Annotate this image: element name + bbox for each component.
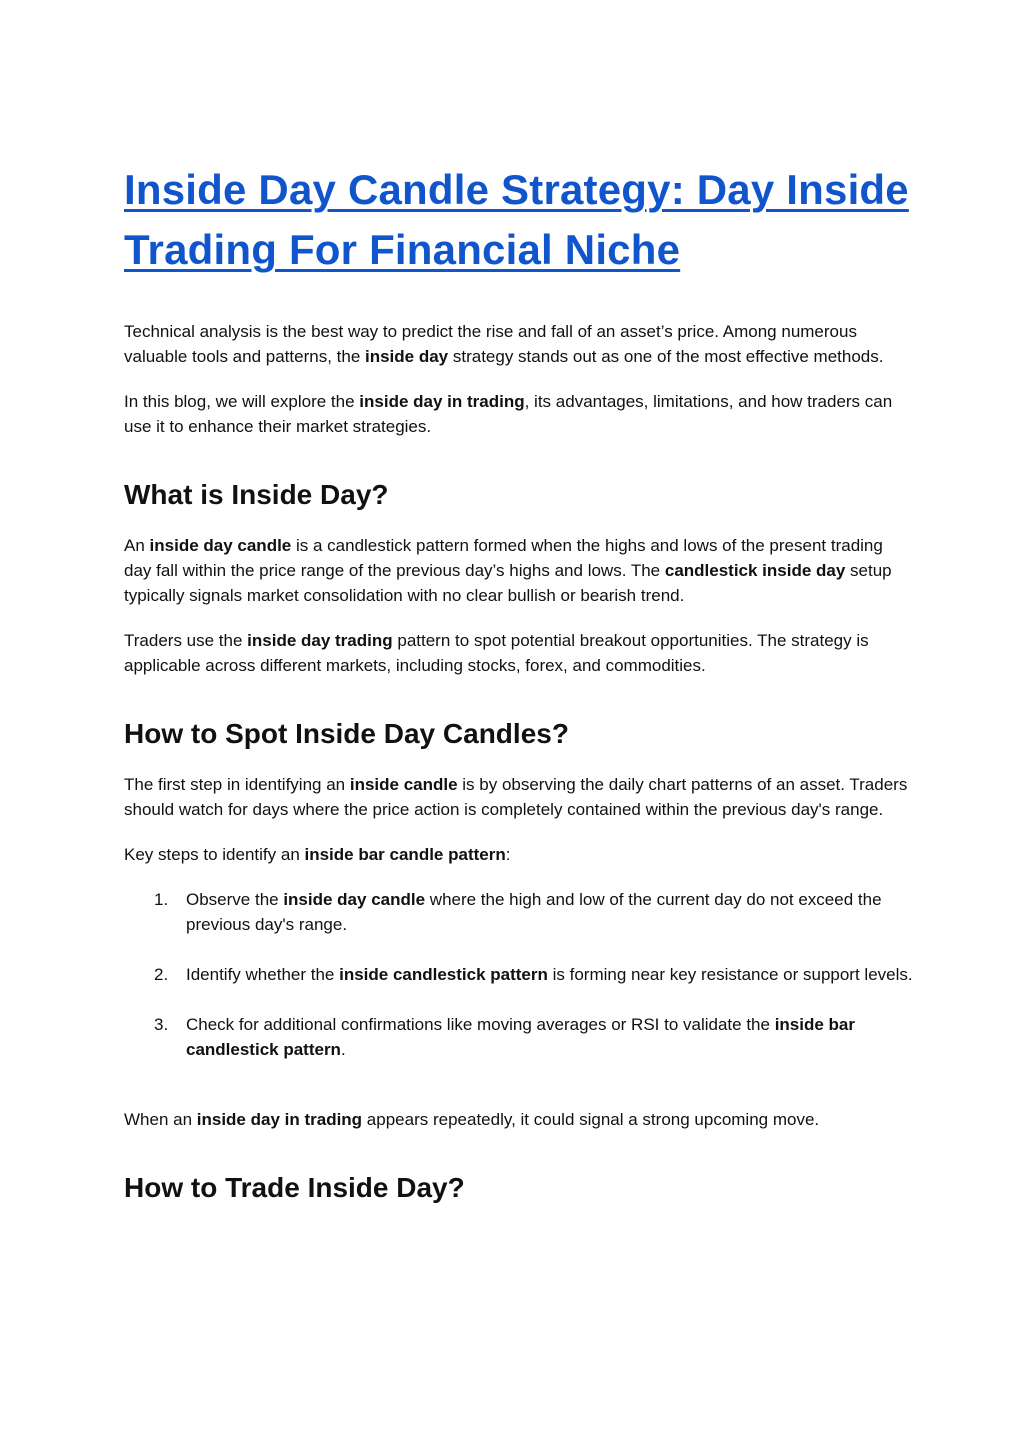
text-span: , its advantages, limitations, and how traders can use it to enhance their market strategies.	[124, 392, 893, 436]
bold-keyword: inside bar candle pattern	[304, 845, 506, 864]
bold-keyword: inside day in trading	[359, 392, 525, 411]
text-span: Observe the	[186, 890, 284, 909]
bold-keyword: inside day	[365, 347, 449, 366]
section-heading-what-is-inside-day: What is Inside Day?	[124, 479, 389, 510]
text-span: Technical analysis is the best way to predict the rise and fall of an asset’s price. Among numerous valuable tools and patterns, the	[124, 322, 857, 366]
text-span: The first step in identifying an	[124, 775, 350, 794]
text-span: Check for additional confirmations like moving averages or RSI to validate the	[186, 1015, 775, 1034]
section2-paragraph-1	[124, 772, 914, 822]
bold-keyword: inside bar candlestick pattern	[186, 1015, 855, 1059]
text-span: Traders use the	[124, 631, 248, 650]
list-number: 3.	[154, 1015, 169, 1034]
section2-paragraph-2	[124, 842, 914, 867]
title-link[interactable]: Inside Day Candle Strategy: Day Inside Trading For Financial Niche	[124, 166, 909, 273]
text-span: where the high and low of the current day do not exceed the previous day's range.	[186, 890, 882, 934]
text-span: .	[340, 1040, 346, 1059]
text-span: In this blog, we will explore the	[124, 392, 360, 411]
text-span: is forming near key resistance or support levels.	[547, 965, 913, 984]
section-heading-how-to-trade: How to Trade Inside Day?	[124, 1172, 465, 1203]
list-item	[124, 887, 914, 937]
section2-paragraph-3	[124, 1107, 914, 1132]
bold-keyword: inside day trading	[247, 631, 393, 650]
page-title	[124, 160, 914, 280]
text-span: When an	[124, 1110, 197, 1129]
intro-paragraph-1	[124, 319, 914, 369]
text-span: strategy stands out as one of the most effective methods.	[448, 347, 884, 366]
text-span: pattern to spot potential breakout opportunities. The strategy is applicable across different markets, including stocks, forex, and commodities.	[124, 631, 869, 675]
text-span: Key steps to identify an	[124, 845, 305, 864]
list-item	[124, 1012, 914, 1062]
text-span: appears repeatedly, it could signal a strong upcoming move.	[362, 1110, 820, 1129]
section-heading-how-to-spot: How to Spot Inside Day Candles?	[124, 718, 569, 749]
text-span: is by observing the daily chart patterns of an asset. Traders should watch for days where the price action is completely contained within the previous day's range.	[124, 775, 908, 819]
list-number: 1.	[154, 890, 169, 909]
bold-keyword: inside day candle	[283, 890, 426, 909]
bold-keyword: inside candlestick pattern	[339, 965, 548, 984]
document-content	[124, 160, 914, 1206]
bold-keyword: inside day candle	[149, 536, 292, 555]
bold-keyword: inside day in trading	[196, 1110, 363, 1129]
steps-list	[124, 887, 914, 1062]
text-span: :	[505, 845, 511, 864]
text-span: Identify whether the	[186, 965, 340, 984]
bold-keyword: inside candle	[349, 775, 458, 794]
text-span: is a candlestick pattern formed when the highs and lows of the present trading day fall within the price range of the previous day’s highs and lows. The	[124, 536, 883, 580]
section1-paragraph-2	[124, 628, 914, 678]
list-item	[124, 962, 914, 987]
intro-paragraph-2	[124, 389, 914, 439]
bold-keyword: candlestick inside day	[664, 561, 846, 580]
text-span: setup typically signals market consolidation with no clear bullish or bearish trend.	[124, 561, 892, 605]
text-span: An	[124, 536, 150, 555]
list-number: 2.	[154, 965, 169, 984]
section1-paragraph-1	[124, 533, 914, 608]
